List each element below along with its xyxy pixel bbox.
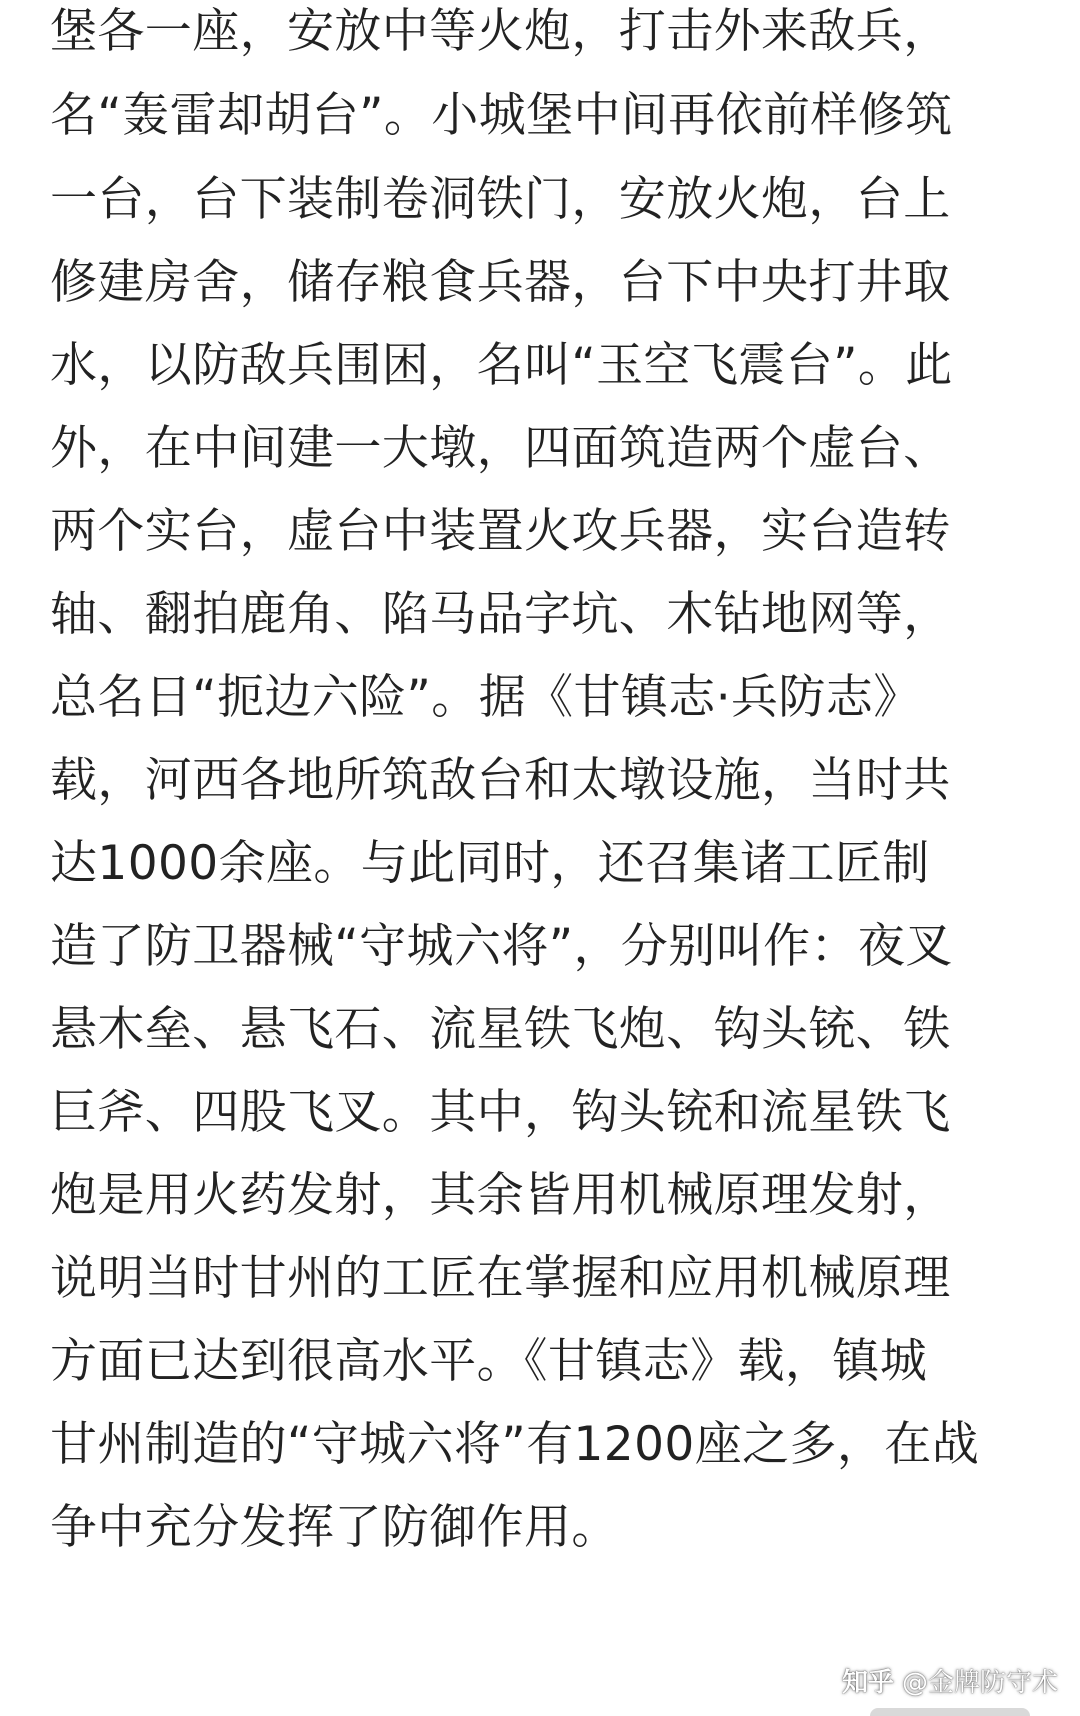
- article-line: 争中充分发挥了防御作用。: [50, 1500, 619, 1555]
- article-line: 巨斧、四股飞叉。其中，钩头铳和流星铁飞: [50, 1085, 951, 1140]
- watermark-author: @金牌防守术: [901, 1667, 1058, 1698]
- article-line: 说明当时甘州的工匠在掌握和应用机械原理: [50, 1251, 951, 1306]
- article-line: 总名日“扼边六险”。据《甘镇志·兵防志》: [50, 670, 921, 725]
- article-line: 名“轰雷却胡台”。小城堡中间再依前样修筑: [50, 88, 953, 143]
- article-line: 外，在中间建一大墩，四面筑造两个虚台、: [50, 421, 951, 476]
- article-line: 修建房舍，储存粮食兵器，台下中央打井取: [50, 255, 951, 310]
- article-line: 甘州制造的“守城六将”有1200座之多，在战: [50, 1417, 980, 1472]
- zhihu-logo: 知乎: [841, 1667, 894, 1698]
- article-line: 一台，台下装制卷洞铁门，安放火炮，台上: [50, 172, 951, 227]
- article-line: 堡各一座，安放中等火炮，打击外来敌兵，: [50, 4, 951, 59]
- article-line: 悬木垒、悬飞石、流星铁飞炮、钩头铳、铁: [50, 1002, 951, 1057]
- article-line: 轴、翻拍鹿角、陷马品字坑、木钻地网等，: [50, 587, 951, 642]
- article-line: 造了防卫器械“守城六将”，分别叫作：夜叉: [50, 919, 953, 974]
- bottom-edge-tab: [870, 1708, 1030, 1716]
- article-line: 炮是用火药发射，其余皆用机械原理发射，: [50, 1168, 951, 1223]
- article-line: 两个实台，虚台中装置火攻兵器，实台造转: [50, 504, 951, 559]
- zhihu-watermark: [842, 1655, 1058, 1705]
- article-line: 达1000余座。与此同时，还召集诸工匠制: [50, 836, 930, 891]
- article-line: 水，以防敌兵围困，名叫“玉空飞震台”。此: [50, 338, 953, 393]
- article-line: 方面已达到很高水平。《甘镇志》载，镇城: [50, 1334, 928, 1389]
- article-line: 载，河西各地所筑敌台和太墩设施，当时共: [50, 753, 951, 808]
